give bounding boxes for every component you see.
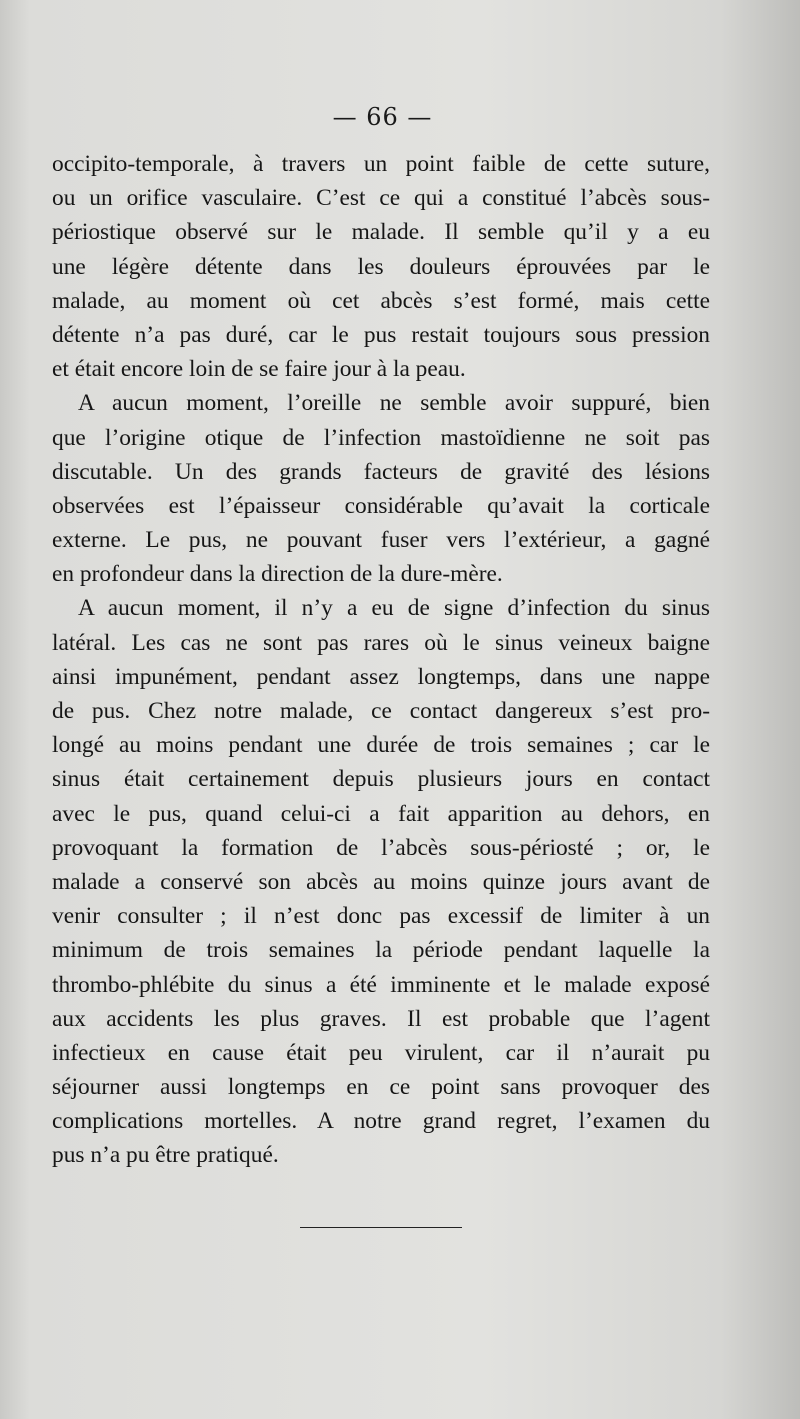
text-line: ou un orifice vasculaire. C’est ce qui a constitué l’abcès sous- bbox=[52, 185, 710, 212]
section-divider bbox=[300, 1227, 462, 1228]
text-line: aux accidents les plus graves. Il est probable que l’agent bbox=[52, 1005, 710, 1032]
text-line: discutable. Un des grands facteurs de gravité des lésions bbox=[52, 458, 710, 485]
text-line: observées est l’épaisseur considérable qu’avait la corticale bbox=[52, 492, 710, 519]
text-line: malade a conservé son abcès au moins quinze jours avant de bbox=[52, 868, 710, 895]
text-line: longé au moins pendant une durée de trois semaines ; car le bbox=[52, 732, 710, 759]
text-line: périostique observé sur le malade. Il semble qu’il y a eu bbox=[52, 219, 710, 246]
text-line: provoquant la formation de l’abcès sous-périosté ; or, le bbox=[52, 834, 710, 861]
text-line: de pus. Chez notre malade, ce contact dangereux s’est pro- bbox=[52, 698, 710, 724]
text-line: en profondeur dans la direction de la dure-mère. bbox=[52, 561, 503, 588]
text-line: sinus était certainement depuis plusieurs jours en contact bbox=[52, 766, 710, 793]
text-line: venir consulter ; il n’est donc pas excessif de limiter à un bbox=[52, 903, 710, 930]
text-line: pus n’a pu être pratiqué. bbox=[52, 1142, 279, 1169]
body-text bbox=[52, 147, 710, 1173]
text-line: et était encore loin de se faire jour à la peau. bbox=[52, 356, 466, 383]
text-line: avec le pus, quand celui-ci a fait apparition au dehors, en bbox=[52, 800, 710, 827]
text-line: latéral. Les cas ne sont pas rares où le sinus veineux baigne bbox=[52, 629, 710, 656]
text-line: A aucun moment, il n’y a eu de signe d’infection du sinus bbox=[78, 595, 710, 622]
text-line: thrombo-phlébite du sinus a été imminente et le malade exposé bbox=[52, 971, 710, 998]
text-line: détente n’a pas duré, car le pus restait toujours sous pression bbox=[52, 321, 710, 348]
text-line: externe. Le pus, ne pouvant fuser vers l’extérieur, a gagné bbox=[52, 527, 710, 554]
text-line: que l’origine otique de l’infection mastoïdienne ne soit pas bbox=[52, 424, 710, 451]
text-line: minimum de trois semaines la période pendant laquelle la bbox=[52, 937, 710, 964]
text-line: infectieux en cause était peu virulent, car il n’aurait pu bbox=[52, 1039, 710, 1066]
text-line: A aucun moment, l’oreille ne semble avoir suppuré, bien bbox=[78, 390, 710, 417]
text-line: malade, au moment où cet abcès s’est formé, mais cette bbox=[52, 287, 710, 314]
text-line: ainsi impunément, pendant assez longtemps, dans une nappe bbox=[52, 663, 710, 690]
text-line: occipito-temporale, à travers un point faible de cette suture, bbox=[52, 151, 710, 177]
text-line: séjourner aussi longtemps en ce point sans provoquer des bbox=[52, 1074, 710, 1101]
text-line: complications mortelles. A notre grand regret, l’examen du bbox=[52, 1108, 710, 1135]
text-line: une légère détente dans les douleurs éprouvées par le bbox=[52, 253, 710, 280]
page-number: — 66 — bbox=[332, 103, 433, 131]
